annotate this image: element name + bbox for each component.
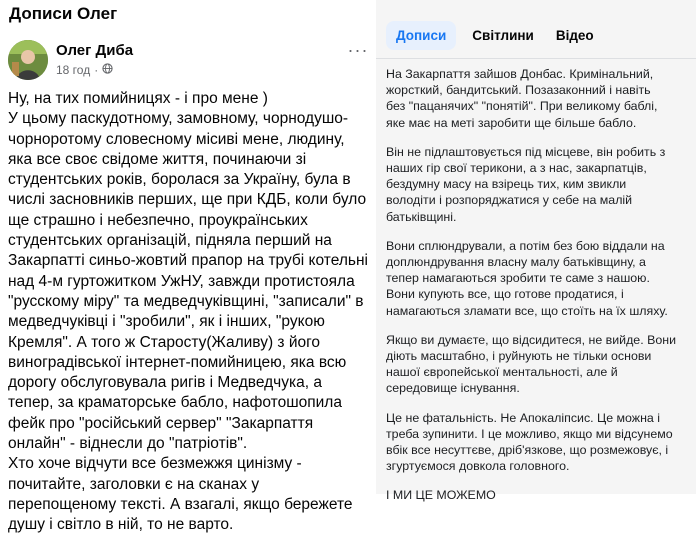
post-text-line: над 4-м гуртожитком УжНУ, завжди протистояла [8, 272, 355, 290]
tab-photos[interactable]: Світлини [472, 27, 534, 43]
post-text-line: "русскому міру" та медведчуківщині, "записали" в [8, 292, 364, 310]
article-line: нашої європейської ментальності, але й [386, 365, 618, 380]
post-text-line: виноградівської інтернет-помийницею, яка всю [8, 353, 347, 371]
article-line: Вони сплюндрували, а потім без бою віддали на [386, 238, 665, 253]
post-text-line: числі засновників перших, ще при КДБ, коли було [8, 191, 367, 209]
post-text-line: онлайн" - віднесли до "патріотів". [8, 435, 248, 453]
profile-panel [376, 0, 696, 503]
article-line: доплюндрування власну малу батьківщину, а [386, 255, 646, 270]
post-time[interactable]: 18 год [56, 63, 91, 77]
post-text [8, 89, 374, 536]
author-name[interactable]: Олег Диба [56, 42, 134, 59]
globe-icon [102, 63, 113, 77]
article-text [386, 66, 692, 504]
article-line: яке має на меті заробити ще більше бабло. [386, 115, 637, 130]
post-text-line: У цьому паскудотному, замовному, чорнодушо- [8, 110, 349, 128]
post-meta [56, 63, 113, 77]
page-title: Дописи Олег [9, 4, 118, 23]
article-line: бездумну масу на взірець тих, ким звикли [386, 177, 627, 192]
paragraph-gap [386, 131, 692, 144]
article-line: вбік все несуттєве, дріб'язкове, що розмежовує, і [386, 443, 669, 458]
meta-separator: · [94, 63, 99, 77]
article-line: батьківщині. [386, 209, 457, 224]
paragraph-gap [386, 397, 692, 410]
post-text-line: почитайте, заголовки є на сканах у [8, 475, 260, 493]
avatar[interactable] [8, 40, 48, 80]
paragraph-gap [386, 319, 692, 332]
post-text-line: студентських організацій, підняла перший на [8, 232, 332, 250]
post-text-line: тепер, за краматорське бабло, нафотошопила [8, 394, 342, 412]
tab-divider [376, 58, 696, 59]
post-text-line: перепощеному тексті. А взагалі, якщо бережете [8, 495, 353, 513]
tab-videos[interactable]: Відео [555, 27, 594, 43]
article-line: середовище існування. [386, 381, 520, 396]
article-line: володіти і розпоряджатися у себе на малій [386, 193, 633, 208]
post-text-line: яка все своє свідоме життя, починаючи зі [8, 150, 307, 168]
post-text-line: ще страшно і небезпечно, проукраїнських [8, 211, 308, 229]
post-text-line: фейк про "російський сервер" "Закарпаття [8, 414, 314, 432]
article-line: Вони купують все, що готове продатися, і [386, 287, 624, 302]
article-line: діють масштабно, і руйнують не тільки основи [386, 349, 652, 364]
article-line: треба зупинити. І це можливо, якщо ми відсунемо [386, 426, 673, 441]
more-options-icon[interactable]: ··· [347, 40, 369, 60]
post-text-line: Ну, на тих помийницях - і про мене ) [8, 90, 268, 107]
article-line: На Закарпаття зайшов Донбас. Кримінальний, [386, 67, 654, 81]
post-text-line: студентських років, боролася за Україну, була в [8, 171, 351, 189]
article-line: І МИ ЦЕ МОЖЕМО [386, 488, 496, 503]
article-line: Це не фатальність. Не Апокаліпсис. Це можна і [386, 410, 661, 425]
profile-tabs [386, 20, 600, 50]
tab-posts[interactable]: Дописи [386, 21, 456, 50]
article-line: Якщо ви думаєте, що відсидитеся, не вийде. Вони [386, 332, 676, 347]
article-line: наших гір свої терикони, а з нас, закарпатців, [386, 161, 647, 176]
paragraph-gap [386, 474, 692, 487]
article-line: тепер намагаються зробити те саме з нашою. [386, 271, 650, 286]
post-text-line: Хто хоче відчути все безмежжя цинізму - [8, 455, 302, 473]
post-text-line: Кремля". А того ж Старосту(Жаливу) з його [8, 333, 321, 351]
post-text-line: чорноротому словесному місиві мене, людину, [8, 130, 345, 148]
post-text-line: медведчуківці і "зробили", як і інших, "рукою [8, 313, 325, 331]
article-line: згуртуємося довкола головного. [386, 459, 570, 474]
article-line: Він не підлаштовується під місцеве, він робить з [386, 144, 666, 159]
article-line: без "пацанячих" "понятій". При великому баблі, [386, 99, 658, 114]
post-text-line: душу і світло в ній, то не варто. [8, 516, 234, 534]
paragraph-gap [386, 225, 692, 238]
article-line: жорсткий, бандитський. Позазаконний і навіть [386, 83, 651, 98]
post-text-line: дорогу обслуговувала ригів і Медведчука, а [8, 374, 322, 392]
post-text-line: Закарпатті синьо-жовтий прапор на трубі котельні [8, 252, 368, 270]
article-line: намагаються зламати все, що стоїть на їх шляху. [386, 303, 668, 318]
